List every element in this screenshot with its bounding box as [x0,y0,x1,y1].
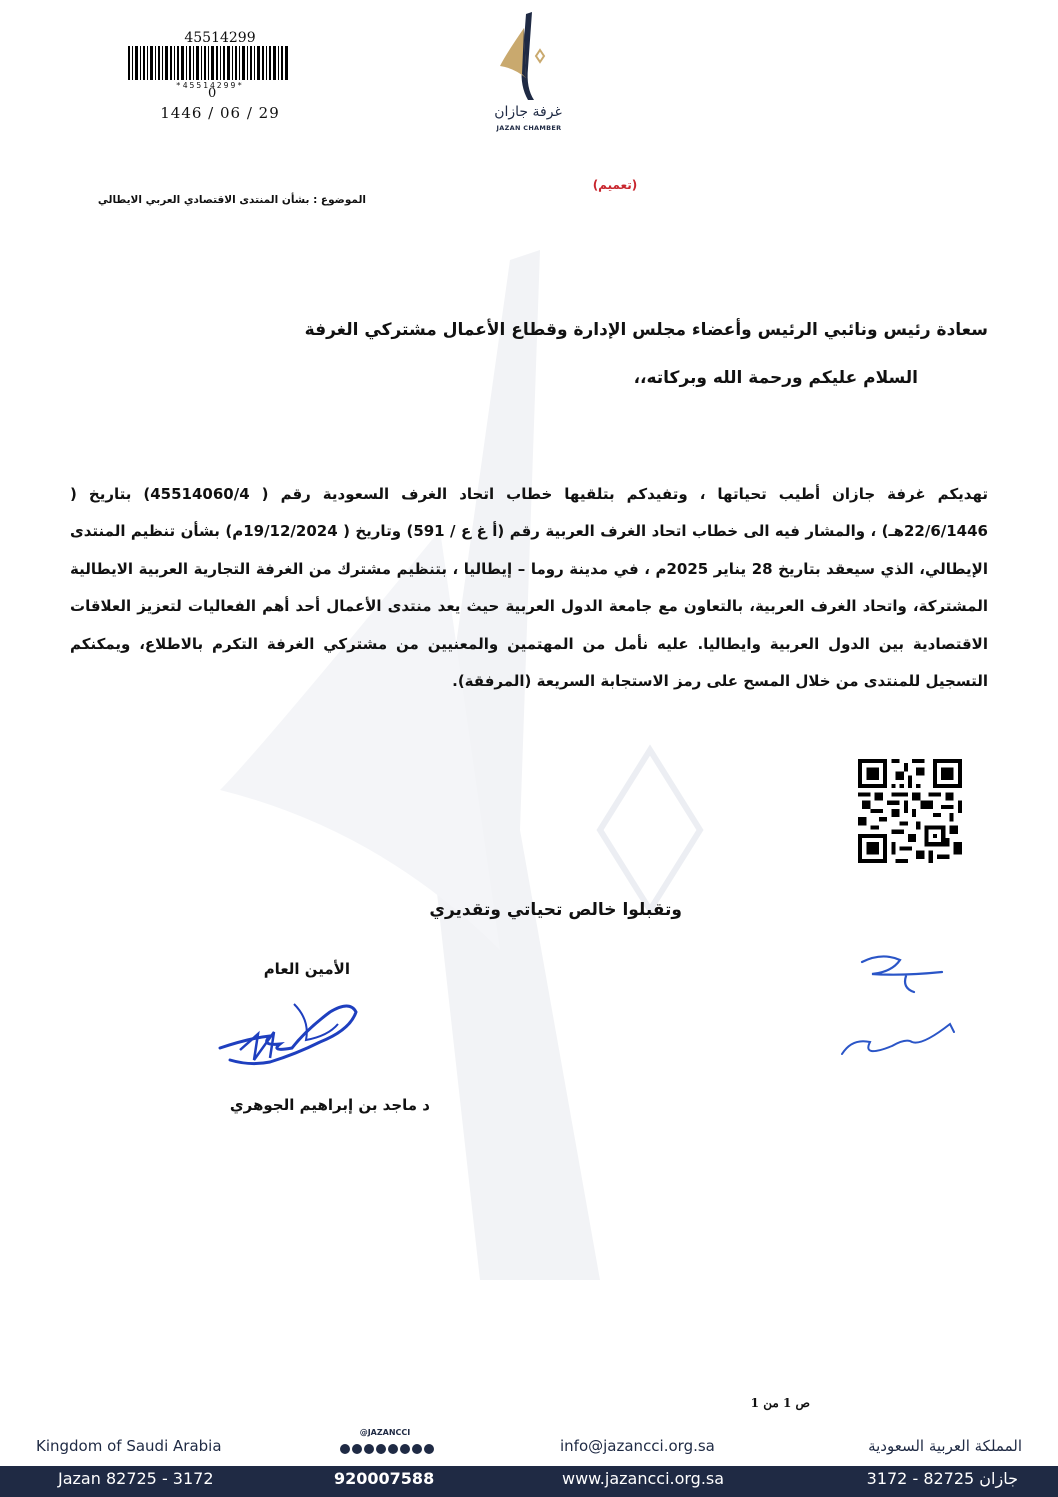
watermark-logo [180,230,800,1290]
footer-phone[interactable]: 920007588 [334,1469,435,1488]
logo-english-text: JAZAN CHAMBER [496,124,562,132]
footer-address-ar: جازان 82725 - 3172 [866,1469,1018,1488]
signatory-title: الأمين العام [263,960,350,978]
letter-date: 1446 / 06 / 29 [160,104,280,122]
qr-code[interactable] [858,759,962,863]
footer-country-ar: المملكة العربية السعودية [868,1437,1022,1455]
letter-closing: وتقبلوا خالص تحياتي وتقديري [429,900,682,920]
barcode-digits: *45514299* [175,81,245,90]
barcode [128,46,288,80]
circular-tag: (تعميم) [592,178,638,192]
social-media-icons [338,1442,438,1456]
footer-country-en: Kingdom of Saudi Arabia [36,1437,222,1455]
initial-signature-image [822,942,972,1082]
signatory-name: د ماجد بن إبراهيم الجوهري [229,1096,430,1114]
footer-social-handle: @JAZANCCI [359,1428,411,1437]
signature-image [210,990,370,1090]
logo-arabic-text: غرفة جازان [494,104,562,120]
page-number: ص 1 من 1 [750,1396,810,1410]
footer-email[interactable]: info@jazancci.org.sa [560,1437,715,1455]
letter-greeting: السلام عليكم ورحمة الله وبركاته،، [633,368,918,388]
letter-subject: الموضوع : بشأن المنتدى الاقتصادي العربي الايطالي [97,194,366,206]
letter-body: تهديكم غرفة جازان أطيب تحياتها ، وتفيدكم بتلقيها خطاب اتحاد الغرف السعودية رقم ( 45514060/4) بتاريخ ( 22/6/1446هـ) ، والمشار فيه الى خطاب اتحاد الغرف العربية رقم (أ غ ع / 591) وتاريخ ( 19/12/2024م) بشأن تنظيم المنتدى الإيطالي، الذي سيعقد بتاريخ 28 يناير 2025م ، في مدينة روما – إيطاليا ، بتنظيم مشترك من الغرفة التجارية العربية الايطالية المشتركة، واتحاد الغرف العربية، بالتعاون مع جامعة الدول العربية حيث يعد منتدى الأعمال أحد أهم الفعاليات لتعزيز العلاقات الاقتصادية بين الدول العربية وايطاليا. عليه نأمل من المهتمين والمعنيين من مشتركي الغرفة التكرم بالاطلاع، ويمكنكم التسجيل للمنتدى من خلال المسح على رمز الاستجابة السريعة (المرفقة). [70,485,988,691]
reference-number: 45514299 [184,30,256,46]
footer-website[interactable]: www.jazancci.org.sa [562,1469,725,1488]
letter-addressee: سعادة رئيس ونائبي الرئيس وأعضاء مجلس الإدارة وقطاع الأعمال مشتركي الغرفة [304,320,988,340]
footer-address-en: Jazan 82725 - 3172 [58,1469,214,1488]
attachment-count: 0 [208,86,217,101]
